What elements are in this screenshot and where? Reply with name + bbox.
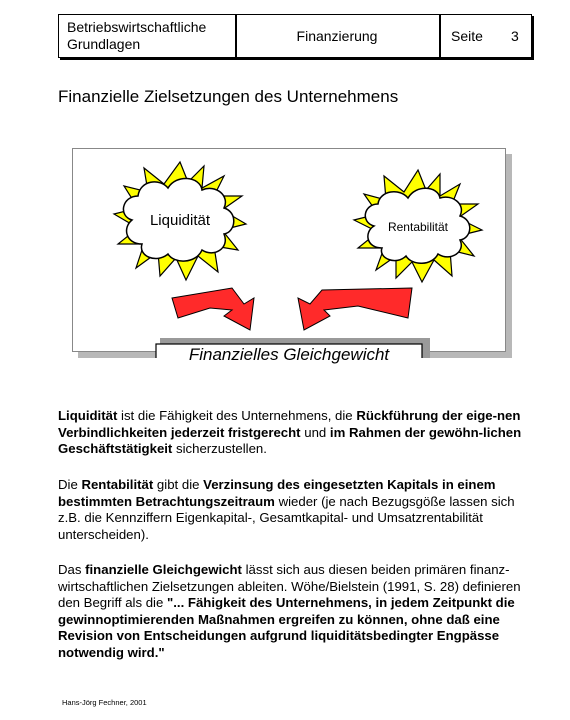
header-divider — [439, 15, 441, 57]
text-segment: ist die Fähigkeit des Unternehmens, die — [117, 408, 357, 423]
profitability-arrow-icon — [298, 288, 412, 330]
text-segment: Die — [58, 477, 82, 492]
liquidity-arrow-icon — [172, 288, 254, 330]
term-profitability: Rentabilität — [81, 477, 154, 492]
paragraph-equilibrium — [58, 562, 538, 662]
paragraph-liquidity — [58, 408, 538, 458]
text-segment: Das — [58, 562, 86, 577]
text-segment: wieder (je nach Bezugsgöße lassen sich z.B. die Kennziffern Eigenkapital-, Gesamtkapital- und Umsatzrentabilität unterscheiden). — [58, 493, 515, 542]
text-segment: lässt sich aus diesen beiden primären finanz-wirtschaftlichen Zielsetzungen ableiten. Wöhe/Bielstein (1991, S. 28) definieren den Begriff als die — [58, 562, 521, 611]
footer-author: Hans-Jörg Fechner, 2001 — [62, 698, 147, 707]
diagram-drawing — [72, 148, 512, 358]
page-title: Finanzielle Zielsetzungen des Unternehmens — [58, 87, 399, 106]
header-topic: Finanzierung — [296, 28, 378, 44]
term-liquidity: Liquidität — [58, 408, 118, 423]
profitability-label: Rentabilität — [387, 220, 449, 234]
header-page-label: Seite — [451, 28, 483, 44]
goals-diagram — [72, 148, 512, 364]
quote-definition: "... Fähigkeit des Unternehmens, in jedem Zeitpunkt die gewinnoptimierenden Maßnahmen ergreifen zu können, ohne daß eine Revision von Entscheidungen aufgrund liquiditätsbedingter Engpässe notwendig wird." — [58, 595, 515, 660]
header-subject: Betriebswirtschaftliche Grundlagen — [67, 19, 207, 52]
emphasis-segment: Verzinsung des eingesetzten Kapitals in einem bestimmten Betrachtungszeitraum — [58, 477, 496, 509]
emphasis-segment: Rückführung der eige-nen Verbindlichkeiten jederzeit fristgerecht — [58, 408, 521, 440]
text-segment: und — [300, 424, 330, 440]
emphasis-segment: im Rahmen der gewöhn-lichen Geschäftstätigkeit — [58, 424, 522, 457]
equilibrium-label: Finanzielles Gleichgewicht — [188, 345, 390, 364]
text-segment: gibt die — [153, 477, 204, 492]
paragraph-profitability — [58, 477, 538, 543]
liquidity-label: Liquidität — [149, 212, 211, 229]
term-equilibrium: finanzielle Gleichgewicht — [85, 562, 242, 577]
header-page-number: 3 — [511, 28, 519, 44]
header-box — [58, 14, 532, 58]
text-segment: sicherzustellen. — [172, 441, 267, 457]
